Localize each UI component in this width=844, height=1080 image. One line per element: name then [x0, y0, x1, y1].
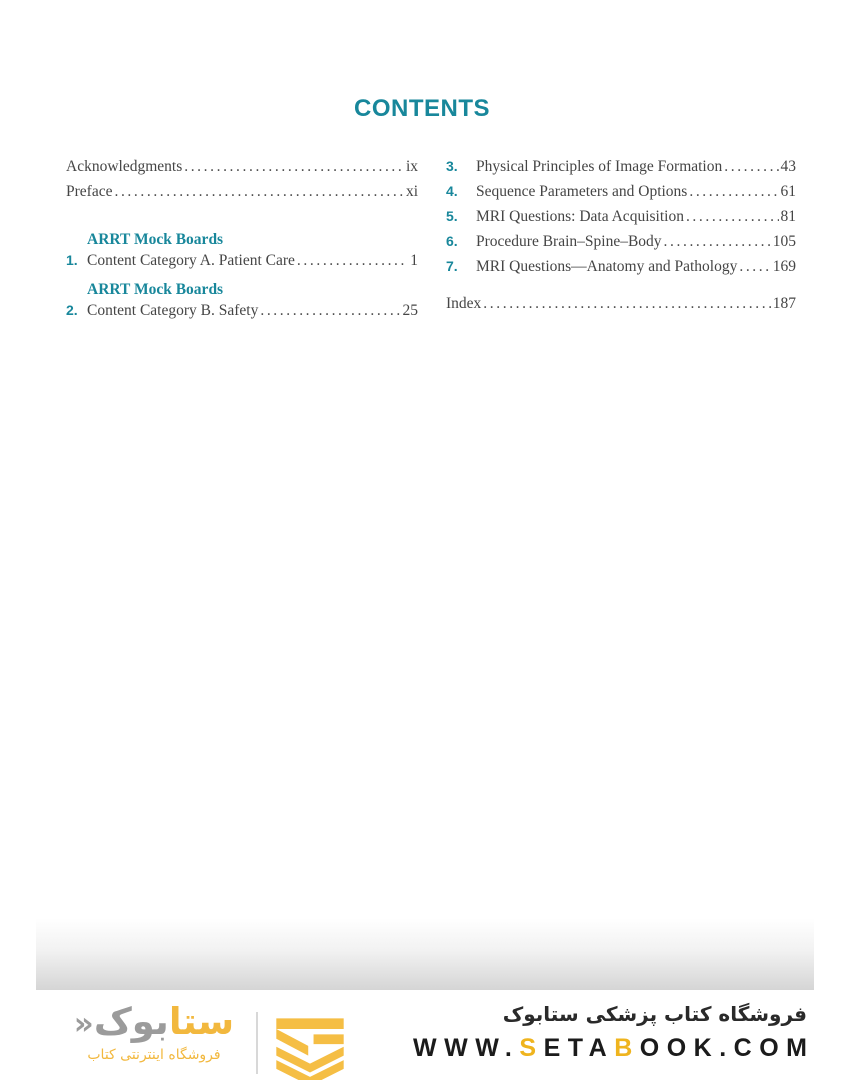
toc-entry-page: 61 [780, 183, 796, 200]
toc-right-column [446, 154, 796, 321]
toc-columns [66, 154, 796, 321]
toc-row [66, 179, 418, 204]
toc-entry-page: ix [405, 158, 418, 175]
website-url [413, 1034, 814, 1063]
toc-entry-label: Content Category A. Patient Care [87, 252, 295, 269]
toc-entry-page: 105 [772, 233, 796, 250]
wordmark-part: بوک [93, 1000, 169, 1043]
toc-entry-number: 7. [446, 258, 458, 274]
dot-leader [114, 179, 403, 204]
dot-leader [724, 154, 778, 179]
toc-section [66, 230, 418, 271]
logo-wordmark-block [60, 1000, 248, 1063]
dot-leader [689, 179, 778, 204]
url-segment: WWW. [413, 1034, 520, 1062]
toc-row [446, 229, 796, 254]
dot-leader [297, 250, 408, 271]
dot-leader [483, 291, 770, 316]
toc-section [66, 280, 418, 321]
toc-entry-number: 3. [446, 158, 458, 174]
front-matter-list [66, 154, 418, 204]
toc-entry-number: 2. [66, 302, 78, 318]
toc-row-index [446, 291, 796, 316]
url-segment: ETA [543, 1034, 615, 1062]
toc-entry-number: 4. [446, 183, 458, 199]
toc-entry-label: Content Category B. Safety [87, 302, 259, 319]
toc-row [446, 154, 796, 179]
toc-entry-page: xi [405, 183, 418, 200]
url-segment: S [519, 1034, 544, 1062]
toc-entry-page: 25 [402, 302, 418, 319]
toc-row [446, 204, 796, 229]
toc-row [66, 154, 418, 179]
table-of-contents [0, 0, 844, 321]
toc-entry-label: Physical Principles of Image Formation [476, 158, 723, 175]
chapter-entries-list [446, 154, 796, 279]
toc-entry-page: 43 [780, 158, 796, 175]
page-title: CONTENTS [354, 95, 490, 122]
toc-entry-label: Sequence Parameters and Options [476, 183, 688, 200]
toc-entry-label: Acknowledgments [66, 158, 183, 175]
toc-entry-label: MRI Questions—Anatomy and Pathology [476, 258, 738, 275]
logo-wordmark [60, 1000, 248, 1046]
wordmark-part: ستا [168, 1000, 235, 1043]
setabook-logo [60, 1000, 352, 1080]
toc-row [446, 254, 796, 279]
toc-entry-page: 1 [410, 252, 418, 269]
toc-entry-number: 1. [66, 252, 78, 268]
dot-leader [664, 229, 771, 254]
toc-entry-page: 169 [772, 258, 796, 275]
watermark-footer [0, 995, 844, 1080]
toc-entry-label: Index [446, 295, 482, 312]
toc-row [446, 179, 796, 204]
footer-right-block [413, 1001, 815, 1063]
logo-tagline: فروشگاه اینترنتی کتاب [87, 1047, 221, 1063]
toc-entry-label: Preface [66, 183, 113, 200]
section-heading: ARRT Mock Boards [87, 231, 224, 248]
toc-row [66, 300, 418, 321]
toc-entry-number: 6. [446, 233, 458, 249]
toc-entry-page: 81 [780, 208, 796, 225]
url-segment: OOK.COM [639, 1034, 815, 1062]
dot-leader [686, 204, 779, 229]
store-name: فروشگاه کتاب پزشکی ستابوک [502, 1002, 807, 1026]
toc-row [66, 250, 418, 271]
setabook-chevron-icon [268, 1006, 352, 1080]
toc-entry-label: Procedure Brain–Spine–Body [476, 233, 662, 250]
url-segment: B [614, 1034, 640, 1062]
scan-edge-shadow [36, 918, 814, 990]
section-heading: ARRT Mock Boards [87, 281, 224, 298]
dot-leader [260, 300, 400, 321]
toc-entry-number: 5. [446, 208, 458, 224]
toc-entry-label: MRI Questions: Data Acquisition [476, 208, 684, 225]
toc-entry-page: 187 [772, 295, 796, 312]
dot-leader [184, 154, 404, 179]
logo-divider [256, 1012, 258, 1074]
left-sections-list [66, 230, 418, 321]
toc-left-column [66, 154, 418, 321]
dot-leader [739, 254, 770, 279]
wordmark-part: « [73, 1006, 94, 1042]
